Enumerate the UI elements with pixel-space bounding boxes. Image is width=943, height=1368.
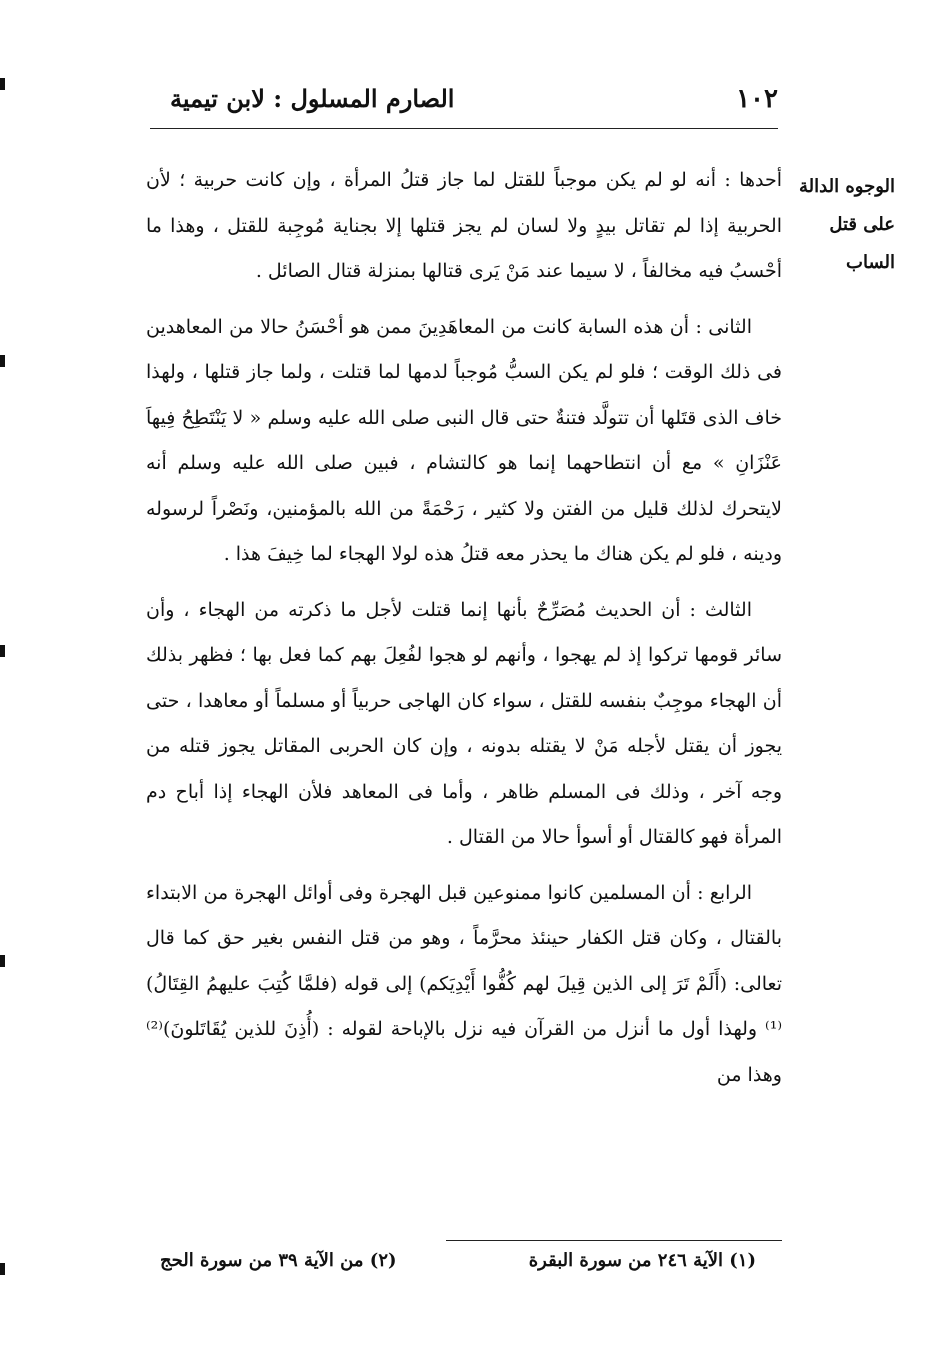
page-number: ١٠٢ [736,84,778,114]
paragraph-third: الثالث : أن الحديث مُصَرِّحٌ بأنها إنما قتلت لأجل ما ذكرته من الهجاء ، وأن سائر قومها تركوا إذ لم يهجوا ، وأنهم لو هجوا لفُعِلَ بهم كما فعل بها ؛ فظهر بذلك أن الهجاء موجِبٌ بنفسه للقتل ، سواء كان الهاجى حربياً أو مسلماً أو معاهدا ، حتى يجوز أن يقتل لأجله مَنْ لا يقتله بدونه ، وإن كان الحربى المقاتل يجوز قتله من وجه آخر ، وذلك فى المسلم ظاهر ، وأما فى المعاهد فلأن الهجاء إذا أباح دم المرأة فهو كالقتال أو أسوأ حالا من القتال . [146,598,782,848]
running-title: الصارم المسلول : لابن تيمية [170,84,455,113]
paragraph-second: الثانى : أن هذه السابة كانت من المعاهَدِينَ ممن هو أحْسَنُ حالا من المعاهدين فى ذلك الوقت ؛ فلو لم يكن السبُّ مُوجباً لدمها لما قتلت ، ولما جاز قتلها ، ولهذا خاف الذى قتَلها أن تتولَّد فتنةٌ حتى قال النبى صلى الله عليه وسلم « لا يَنْتَطِحُ فِيهاَ عَنْزَانِ » مع أن انتطاحهما إنما هو كالتشام ، فبين صلى الله عليه وسلم أنه لايتحرك لذلك قليل من الفتن ولا كثير ، رَحْمَةً من الله بالمؤمنين، ونَصْراً لرسوله ودينه ، فلو لم يكن هناك ما يحذر معه قتلُ هذه لولا الهجاء لما خِيفَ هذا . [146,315,782,565]
header-rule [150,128,778,129]
footnote-rule [446,1240,782,1241]
scan-margin-mark [0,645,5,657]
scan-margin-mark [0,1263,5,1275]
paragraph-fourth: الرابع : أن المسلمين كانوا ممنوعين قبل الهجرة وفى أوائل الهجرة من الابتداء بالقتال ، وكان قتل الكفار حينئذ محرَّماً ، وهو من قتل النفس بغير حق كما قال تعالى: (أَلَمْ تَرَ إلى الذين قِيلَ لهم كُفُّوا أَيْدِيَكم) إلى قوله (فلمَّا كُتِبَ عليهمُ القِتَالُ)⁽¹⁾ ولهذا أول ما أنزل من القرآن فيه نزل بالإباحة لقوله : (أُذِنَ للذين يُقَاتَلونَ)⁽²⁾ وهذا من [146,881,782,1086]
paragraph-first: أحدها : أنه لو لم يكن موجباً للقتل لما جاز قتلُ المرأة ، وإن كانت حربية ؛ لأن الحربية إذا لم تقاتل بيدٍ ولا لسان لم يجز قتلها إلا بجناية مُوجِبة للقتل ، وهذا ما أحْسبُ فيه مخالفاً ، لا سيما عند مَنْ يَرى قتالها بمنزلة قتال الصائل . [146,169,782,282]
scan-margin-mark [0,355,5,367]
footnote-1: (١) الآية ٢٤٦ من سورة البقرة [528,1250,756,1271]
running-header [150,78,778,122]
scan-margin-mark [0,78,5,90]
body-text [146,158,782,1108]
margin-note: الوجوه الدالة على قتل الساب [799,176,895,273]
footnote-2: (٢) من الآية ٣٩ من سورة الحج [160,1250,397,1271]
scan-margin-mark [0,955,5,967]
